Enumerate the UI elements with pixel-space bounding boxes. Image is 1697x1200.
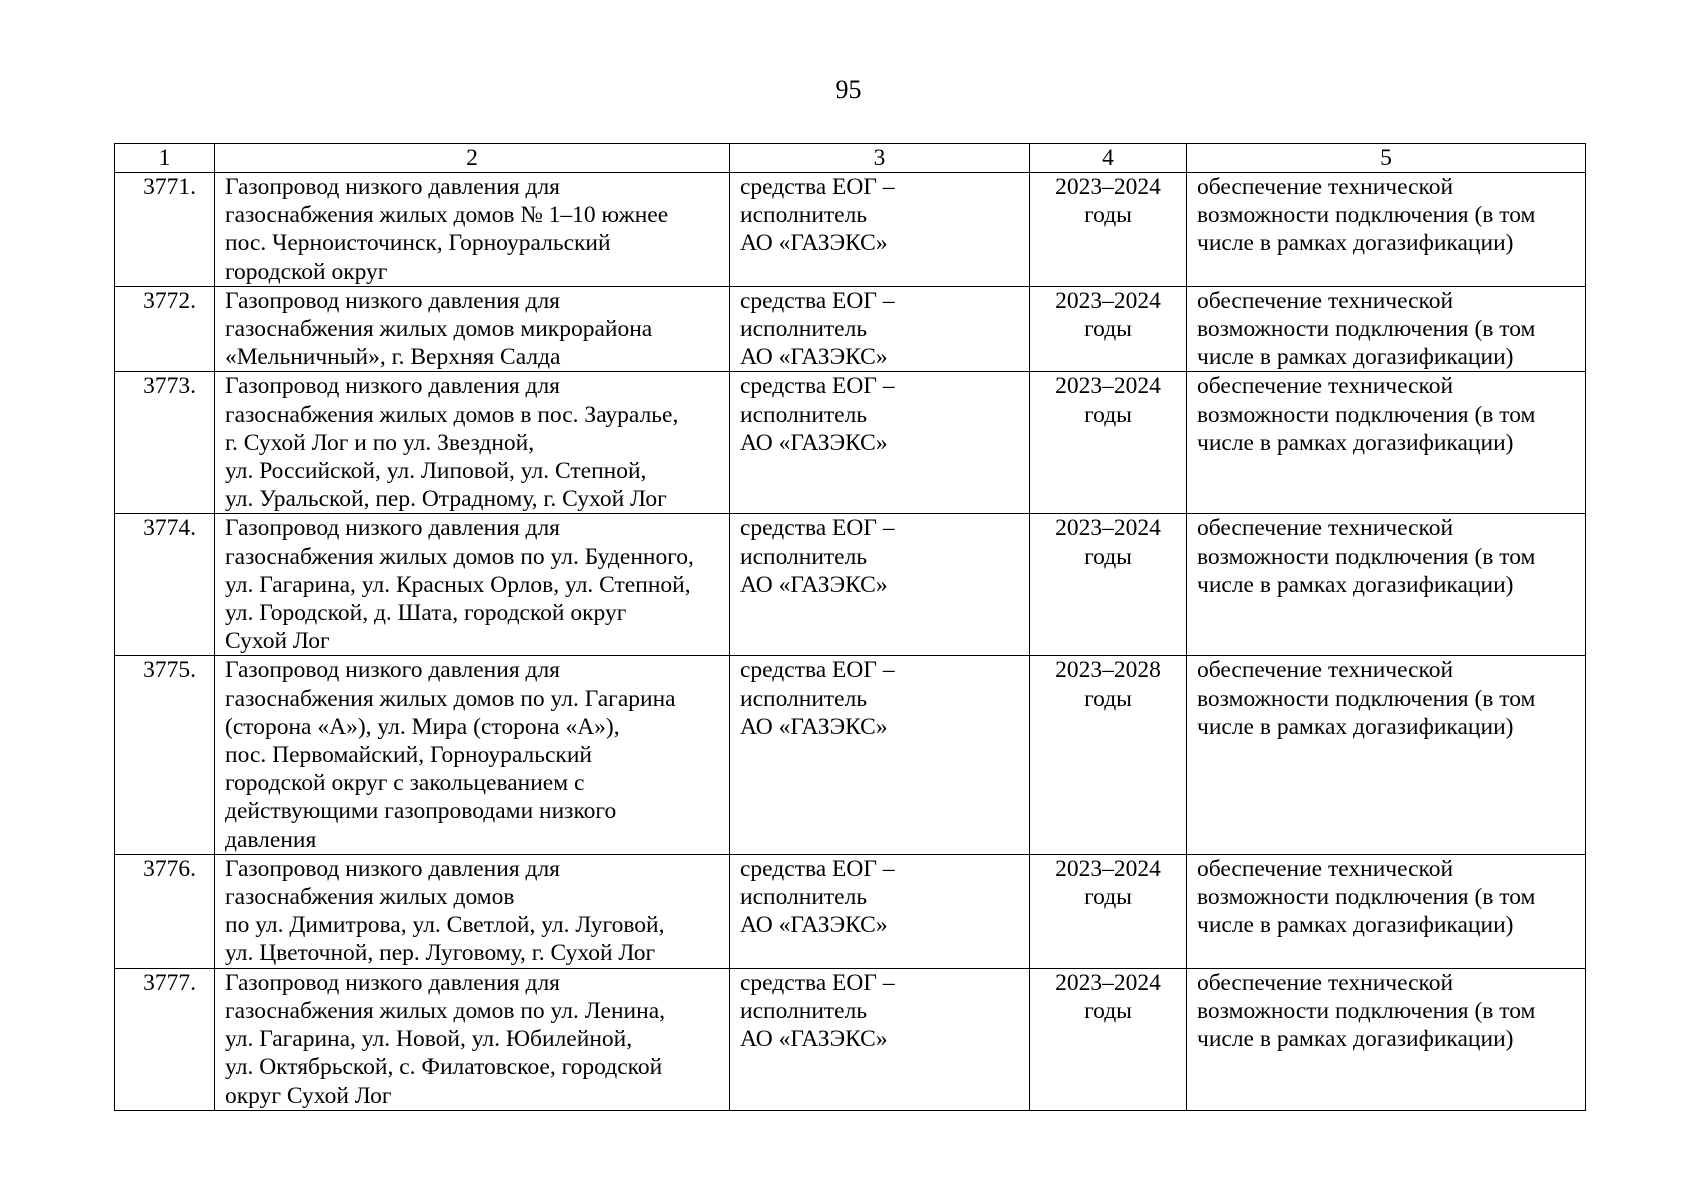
- header-row: [115, 144, 1586, 173]
- table-row: [115, 173, 1586, 287]
- object-name-line: газоснабжения жилых домов в пос. Зауралье,: [225, 401, 679, 428]
- object-name-line: газоснабжения жилых домов по ул. Гагарина: [225, 685, 676, 712]
- purpose: [1187, 514, 1586, 656]
- timeline-line: 2023–2024: [1055, 855, 1161, 882]
- purpose-line: возможности подключения (в том: [1197, 401, 1536, 428]
- object-name-line: газоснабжения жилых домов по ул. Буденного,: [225, 543, 694, 570]
- timeline-line: 2023–2024: [1055, 373, 1161, 400]
- funding-source: [730, 656, 1030, 854]
- object-name-line: действующими газопроводами низкого: [225, 798, 617, 825]
- object-name-line: газоснабжения жилых домов по ул. Ленина,: [225, 997, 665, 1024]
- object-name-line: Газопровод низкого давления для: [225, 287, 560, 314]
- object-name-line: давления: [225, 826, 317, 853]
- funding-source-line: исполнитель: [740, 202, 868, 229]
- table-row: [115, 372, 1586, 514]
- row-number: 3776.: [115, 854, 215, 968]
- timeline-line: 2023–2024: [1055, 515, 1161, 542]
- object-name-line: городской округ: [225, 258, 388, 285]
- funding-source-line: АО «ГАЗЭКС»: [740, 230, 888, 257]
- row-number: 3772.: [115, 286, 215, 372]
- funding-source-line: средства ЕОГ –: [740, 373, 895, 400]
- funding-source: [730, 286, 1030, 372]
- purpose-line: обеспечение технической: [1197, 515, 1454, 542]
- funding-source-line: средства ЕОГ –: [740, 287, 895, 314]
- purpose-line: обеспечение технической: [1197, 657, 1454, 684]
- funding-source: [730, 372, 1030, 514]
- table-row: [115, 286, 1586, 372]
- timeline-line: 2023–2024: [1055, 174, 1161, 200]
- object-name-line: газоснабжения жилых домов микрорайона: [225, 316, 653, 343]
- timeline-line: годы: [1084, 685, 1132, 712]
- object-name: [215, 372, 730, 514]
- object-name-line: «Мельничный», г. Верхняя Салда: [225, 344, 561, 371]
- table-body: [115, 173, 1586, 1111]
- timeline-line: годы: [1084, 202, 1132, 229]
- object-name-line: Газопровод низкого давления для: [225, 373, 560, 400]
- object-name: [215, 173, 730, 287]
- table-row: [115, 514, 1586, 656]
- table-row: [115, 968, 1586, 1110]
- purpose-line: обеспечение технической: [1197, 287, 1454, 314]
- purpose-line: числе в рамках догазификации): [1197, 571, 1514, 598]
- purpose-line: числе в рамках догазификации): [1197, 1026, 1514, 1053]
- funding-source-line: средства ЕОГ –: [740, 969, 895, 996]
- row-number: 3775.: [115, 656, 215, 854]
- header-col-3: 3: [730, 144, 1030, 173]
- row-number: 3773.: [115, 372, 215, 514]
- purpose-line: обеспечение технической: [1197, 969, 1454, 996]
- purpose: [1187, 854, 1586, 968]
- purpose-line: числе в рамках догазификации): [1197, 230, 1514, 257]
- object-name-line: г. Сухой Лог и по ул. Звездной,: [225, 429, 535, 456]
- purpose-line: числе в рамках догазификации): [1197, 429, 1514, 456]
- purpose-line: числе в рамках догазификации): [1197, 713, 1514, 740]
- timeline: [1030, 968, 1187, 1110]
- object-name: [215, 286, 730, 372]
- header-col-5: 5: [1187, 144, 1586, 173]
- funding-source-line: АО «ГАЗЭКС»: [740, 429, 888, 456]
- timeline-line: годы: [1084, 316, 1132, 343]
- timeline: [1030, 173, 1187, 287]
- funding-source: [730, 173, 1030, 287]
- timeline-line: 2023–2028: [1055, 657, 1161, 684]
- object-name-line: газоснабжения жилых домов № 1–10 южнее: [225, 202, 669, 229]
- timeline: [1030, 514, 1187, 656]
- purpose: [1187, 286, 1586, 372]
- object-name-line: газоснабжения жилых домов: [225, 884, 515, 911]
- funding-source-line: АО «ГАЗЭКС»: [740, 571, 888, 598]
- timeline: [1030, 656, 1187, 854]
- funding-source-line: средства ЕОГ –: [740, 515, 895, 542]
- funding-source-line: средства ЕОГ –: [740, 855, 895, 882]
- purpose-line: числе в рамках догазификации): [1197, 344, 1514, 371]
- row-number: 3771.: [115, 173, 215, 287]
- object-name-line: городской округ с закольцеванием с: [225, 770, 585, 797]
- purpose-line: возможности подключения (в том: [1197, 685, 1536, 712]
- object-name-line: Газопровод низкого давления для: [225, 515, 560, 542]
- object-name-line: ул. Городской, д. Шата, городской округ: [225, 600, 627, 627]
- object-name-line: ул. Цветочной, пер. Луговому, г. Сухой Лог: [225, 940, 656, 967]
- header-col-4: 4: [1030, 144, 1187, 173]
- funding-source-line: АО «ГАЗЭКС»: [740, 713, 888, 740]
- object-name: [215, 854, 730, 968]
- object-name-line: ул. Гагарина, ул. Красных Орлов, ул. Степной,: [225, 571, 691, 598]
- purpose-line: возможности подключения (в том: [1197, 884, 1536, 911]
- timeline-line: годы: [1084, 997, 1132, 1024]
- funding-source-line: исполнитель: [740, 401, 868, 428]
- purpose-line: обеспечение технической: [1197, 373, 1454, 400]
- object-name: [215, 968, 730, 1110]
- header-col-2: 2: [215, 144, 730, 173]
- object-name-line: Газопровод низкого давления для: [225, 657, 560, 684]
- object-name: [215, 656, 730, 854]
- object-name-line: ул. Октябрьской, с. Филатовское, городской: [225, 1054, 663, 1081]
- funding-source-line: исполнитель: [740, 997, 868, 1024]
- purpose-line: возможности подключения (в том: [1197, 202, 1536, 229]
- purpose: [1187, 968, 1586, 1110]
- object-name-line: Газопровод низкого давления для: [225, 174, 560, 200]
- object-name-line: ул. Гагарина, ул. Новой, ул. Юбилейной,: [225, 1026, 633, 1053]
- funding-source-line: АО «ГАЗЭКС»: [740, 1026, 888, 1053]
- purpose-line: возможности подключения (в том: [1197, 543, 1536, 570]
- object-name-line: Газопровод низкого давления для: [225, 969, 560, 996]
- header-col-1: 1: [115, 144, 215, 173]
- timeline-line: 2023–2024: [1055, 287, 1161, 314]
- funding-source: [730, 968, 1030, 1110]
- object-name-line: Газопровод низкого давления для: [225, 855, 560, 882]
- timeline: [1030, 854, 1187, 968]
- timeline-line: годы: [1084, 884, 1132, 911]
- object-name-line: ул. Уральской, пер. Отрадному, г. Сухой Лог: [225, 486, 667, 513]
- table-row: [115, 854, 1586, 968]
- object-name-line: ул. Российской, ул. Липовой, ул. Степной,: [225, 458, 647, 485]
- object-name-line: по ул. Димитрова, ул. Светлой, ул. Луговой,: [225, 912, 665, 939]
- table-row: [115, 656, 1586, 854]
- purpose-line: возможности подключения (в том: [1197, 316, 1536, 343]
- object-name: [215, 514, 730, 656]
- data-table: [114, 143, 1586, 1111]
- purpose: [1187, 173, 1586, 287]
- timeline: [1030, 372, 1187, 514]
- object-name-line: (сторона «А»), ул. Мира (сторона «А»),: [225, 713, 620, 740]
- object-name-line: Сухой Лог: [225, 628, 330, 655]
- timeline-line: годы: [1084, 543, 1132, 570]
- object-name-line: пос. Черноисточинск, Горноуральский: [225, 230, 611, 257]
- purpose-line: обеспечение технической: [1197, 855, 1454, 882]
- funding-source-line: средства ЕОГ –: [740, 174, 895, 200]
- purpose: [1187, 372, 1586, 514]
- funding-source: [730, 514, 1030, 656]
- purpose-line: обеспечение технической: [1197, 174, 1454, 200]
- timeline-line: 2023–2024: [1055, 969, 1161, 996]
- funding-source-line: исполнитель: [740, 316, 868, 343]
- funding-source-line: средства ЕОГ –: [740, 657, 895, 684]
- funding-source-line: исполнитель: [740, 685, 868, 712]
- purpose-line: возможности подключения (в том: [1197, 997, 1536, 1024]
- object-name-line: округ Сухой Лог: [225, 1082, 392, 1109]
- funding-source-line: исполнитель: [740, 543, 868, 570]
- funding-source-line: АО «ГАЗЭКС»: [740, 344, 888, 371]
- timeline-line: годы: [1084, 401, 1132, 428]
- row-number: 3777.: [115, 968, 215, 1110]
- object-name-line: пос. Первомайский, Горноуральский: [225, 742, 592, 769]
- page-number: 95: [835, 75, 862, 104]
- timeline: [1030, 286, 1187, 372]
- funding-source: [730, 854, 1030, 968]
- funding-source-line: АО «ГАЗЭКС»: [740, 912, 888, 939]
- purpose: [1187, 656, 1586, 854]
- row-number: 3774.: [115, 514, 215, 656]
- funding-source-line: исполнитель: [740, 884, 868, 911]
- purpose-line: числе в рамках догазификации): [1197, 912, 1514, 939]
